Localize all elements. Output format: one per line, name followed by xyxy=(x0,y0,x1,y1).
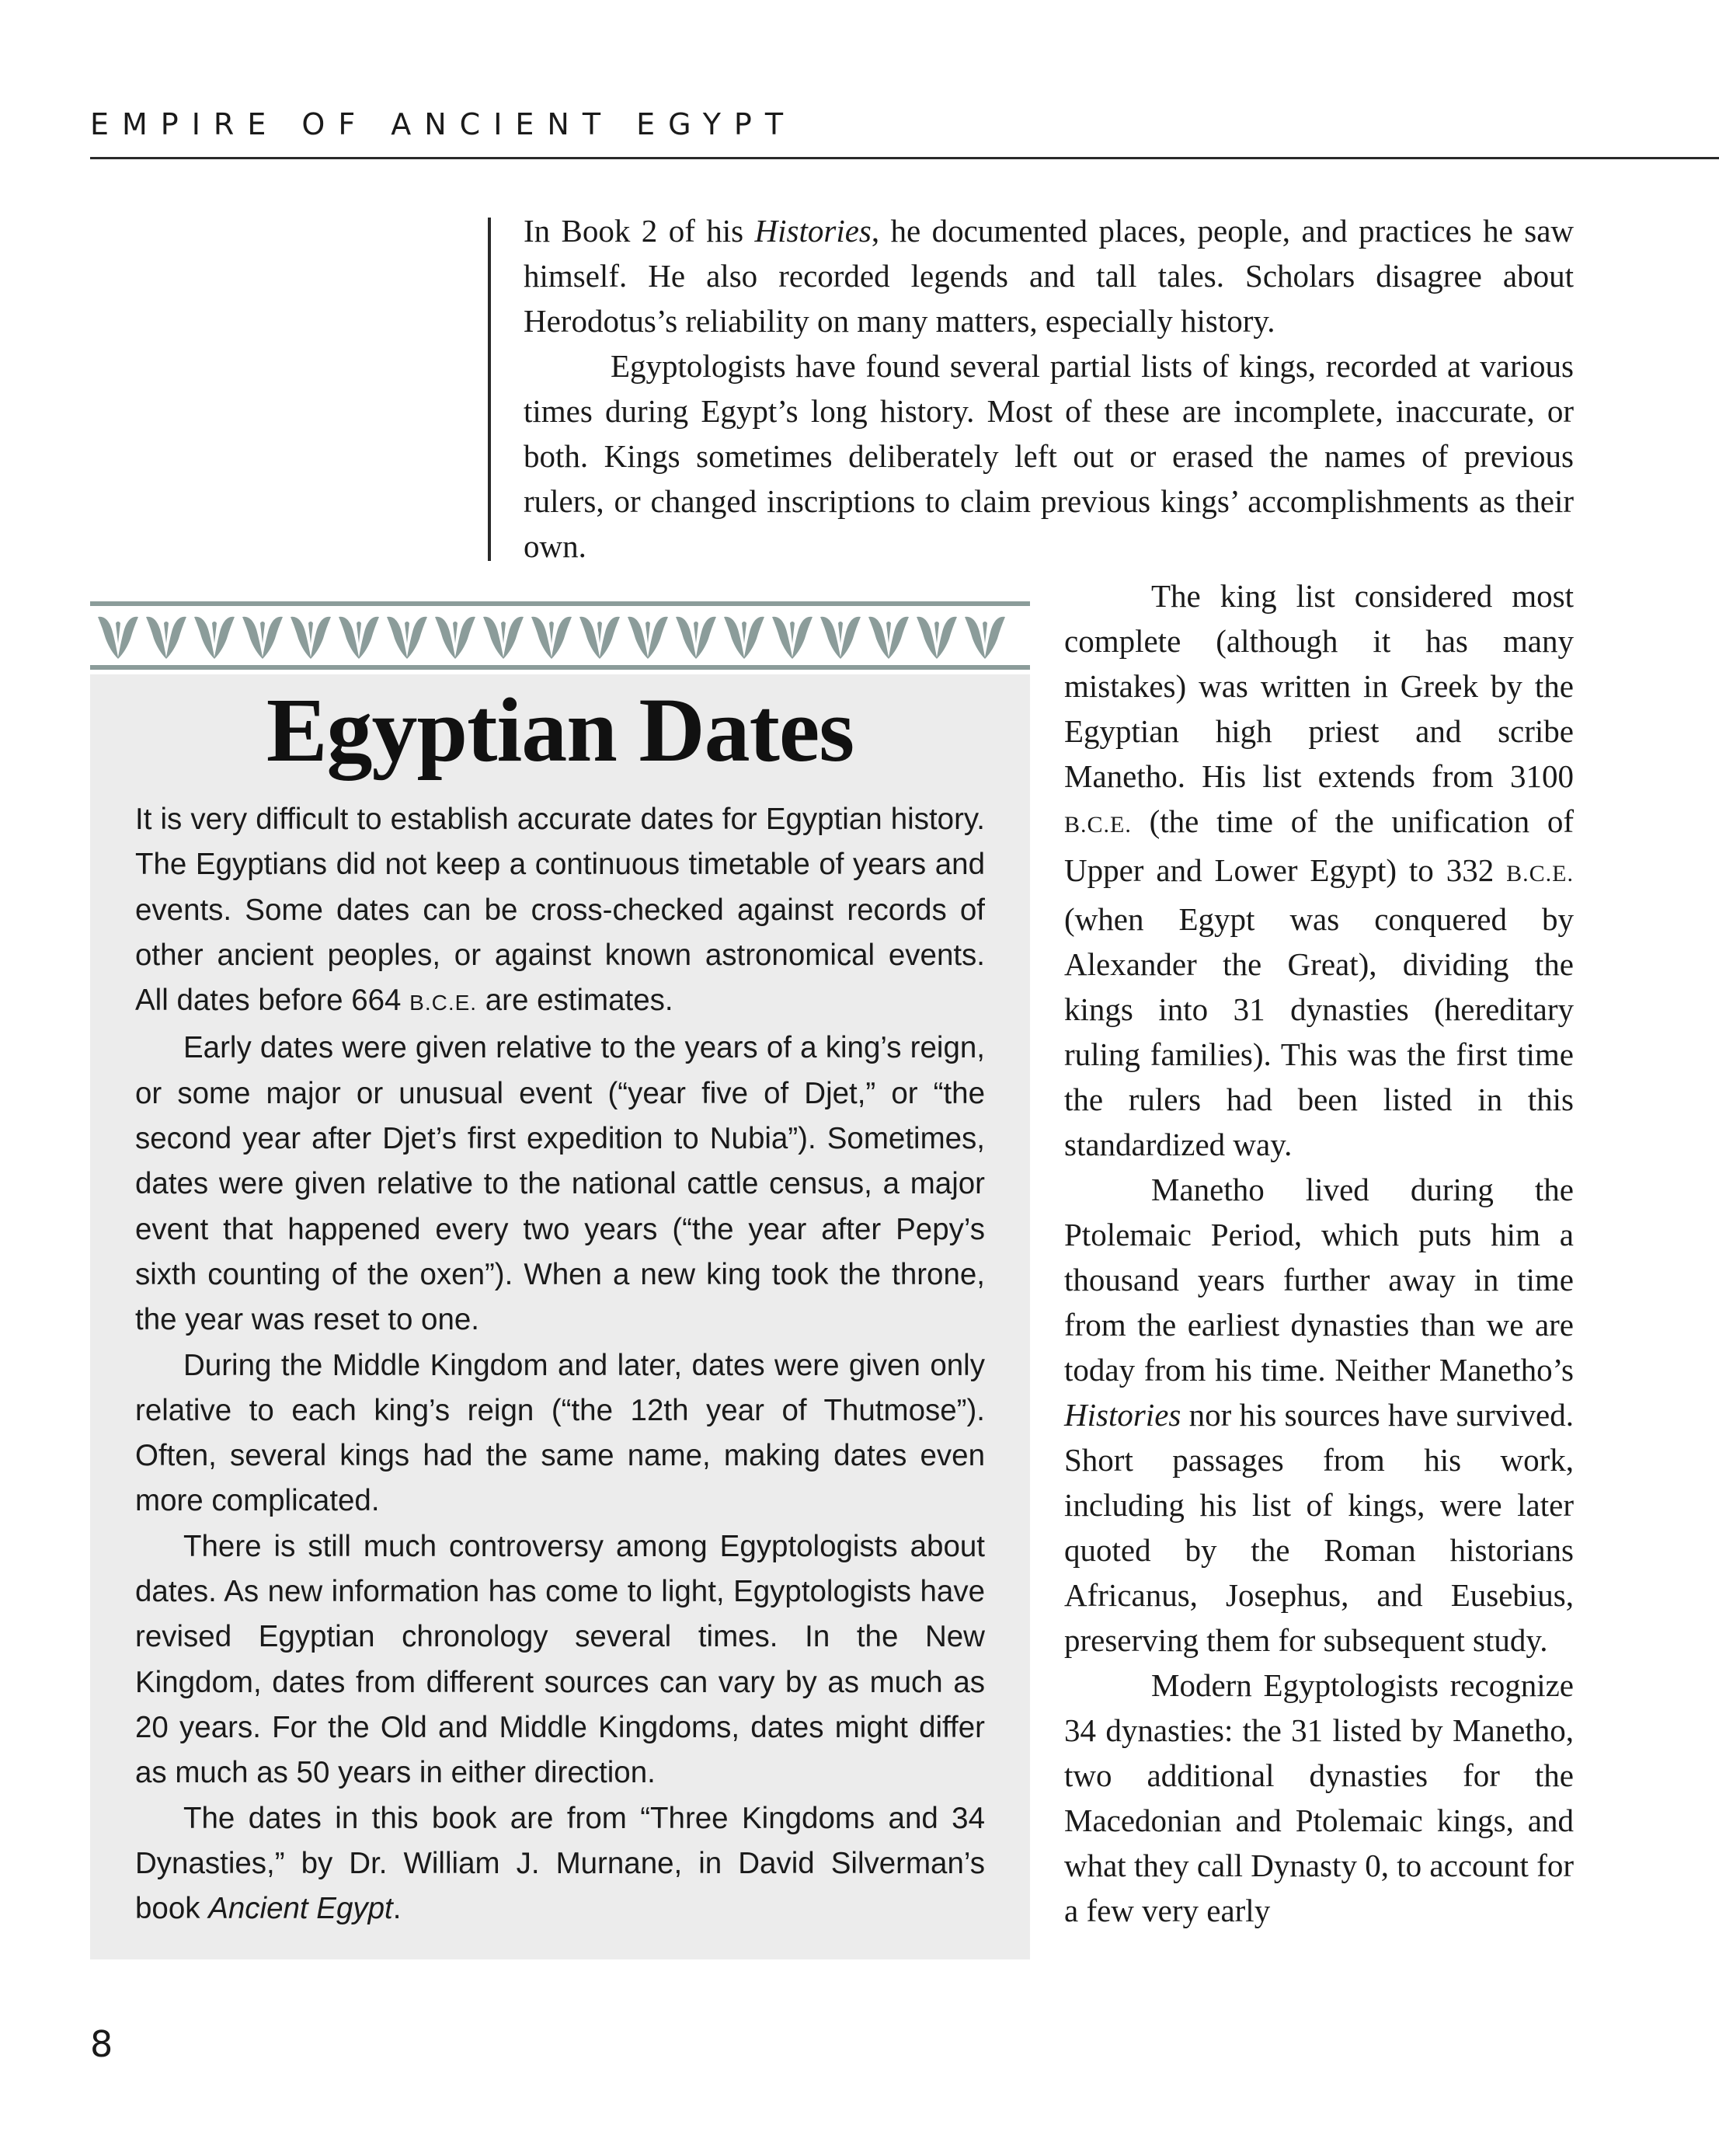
right-paragraph-1: The king list considered most complete (although it has many mistakes) was written in Greek by the Egyptian high priest and scribe Manetho. His list extends from 3100 B.C.E. (the time of the unification of Upper and Lower Egypt) to 332 B.C.E. (when Egypt was conquered by Alexander the Great), dividing the kings into 31 dynasties (hereditary ruling families). This was the first time the rulers had been listed in this standardized way. xyxy=(1064,578,1574,1162)
intro-paragraph-2: Egyptologists have found several partial lists of kings, recorded at various times during Egypt’s long history. Most of these are incomplete, inaccurate, or both. Kings sometimes deliberately left out or erased the names of previous rulers, or changed inscriptions to claim previous kings’ accomplishments as their own. xyxy=(524,348,1574,564)
header-rule xyxy=(90,157,1719,159)
lotus-ornament-icon xyxy=(480,612,527,662)
lotus-ornament-icon xyxy=(95,612,141,662)
sidebar-paragraph-4: There is still much controversy among Egyptologists about dates. As new information has come to light, Egyptologists have revised Egyptian chronology several times. In the New Kingdom, dates from different sources can vary by as much as 20 years. For the Old and Middle Kingdoms, dates might differ as much as 50 years in either direction. xyxy=(135,1529,985,1790)
sidebar-text xyxy=(135,797,985,1931)
lotus-ornament-icon xyxy=(239,612,286,662)
intro-margin-rule xyxy=(488,218,491,561)
running-head: EMPIRE OF ANCIENT EGYPT xyxy=(90,107,797,141)
lotus-ornament-icon xyxy=(528,612,575,662)
lotus-ornament-icon xyxy=(721,612,767,662)
band-top-line xyxy=(90,601,1030,606)
sidebar-lotus-border xyxy=(90,601,1030,671)
sidebar-paragraph-2: Early dates were given relative to the years of a king’s reign, or some major or unusual event (“year five of Djet,” or “the second year after Djet’s first expedition to Nubia”). Sometimes, dates were given relative to the national cattle census, a major event that happened every two years (“the year after Pepy’s sixth counting of the oxen”). When a new king took the throne, the year was reset to one. xyxy=(135,1031,985,1337)
right-paragraph-2: Manetho lived during the Ptolemaic Period, which puts him a thousand years further away in time from the earliest dynasties than we are today from his time. Neither Manetho’s Histories nor his sources have survived. Short passages from his work, including his list of kings, were later quoted by the Roman historians Africanus, Josephus, and Eusebius, preserving them for subsequent study. xyxy=(1064,1172,1574,1658)
page-number: 8 xyxy=(90,2023,113,2065)
lotus-ornament-icon xyxy=(769,612,816,662)
lotus-ornament-icon xyxy=(576,612,623,662)
lotus-ornament-icon xyxy=(625,612,671,662)
lotus-ornament-icon xyxy=(913,612,960,662)
sidebar-paragraph-3: During the Middle Kingdom and later, dates were given only relative to each king’s reign (“the 12th year of Thutmose”). Often, several kings had the same name, making dates even more complicated. xyxy=(135,1348,985,1518)
lotus-ornament-icon xyxy=(432,612,478,662)
lotus-ornament-icon xyxy=(962,612,1008,662)
lotus-ornament-icon xyxy=(336,612,382,662)
lotus-ornament-icon xyxy=(865,612,912,662)
right-paragraph-3: Modern Egyptologists recognize 34 dynasties: the 31 listed by Manetho, two additional dynasties for the Macedonian and Ptolemaic kings, and what they call Dynasty 0, to account for a few very early xyxy=(1064,1667,1574,1928)
lotus-ornament-icon xyxy=(287,612,334,662)
sidebar-paragraph-1: It is very difficult to establish accurate dates for Egyptian history. The Egyptians did not keep a continuous timetable of years and events. Some dates can be cross-checked against records of other ancient peoples, or against known astronomical events. All dates before 664 B.C.E. are estimates. xyxy=(135,803,985,1018)
lotus-ornament-icon xyxy=(143,612,190,662)
lotus-ornament-icon xyxy=(817,612,864,662)
lotus-ornament-icon xyxy=(384,612,430,662)
right-column xyxy=(1064,573,1574,1933)
lotus-ornament-icon xyxy=(673,612,719,662)
lotus-ornament-icon xyxy=(191,612,238,662)
band-bottom-line xyxy=(90,665,1030,670)
sidebar-title: Egyptian Dates xyxy=(266,679,854,781)
intro-paragraph-1: In Book 2 of his Histories, he documented places, people, and practices he saw himself. He also recorded legends and tall tales. Scholars disagree about Herodotus’s reliability on many matters, especially history. xyxy=(524,213,1575,339)
sidebar-paragraph-5: The dates in this book are from “Three Kingdoms and 34 Dynasties,” by Dr. William J. Murnane, in David Silverman’s book Ancient Egypt. xyxy=(135,1801,985,1926)
lotus-ornament-row xyxy=(95,612,1030,662)
intro-text xyxy=(524,208,1574,569)
